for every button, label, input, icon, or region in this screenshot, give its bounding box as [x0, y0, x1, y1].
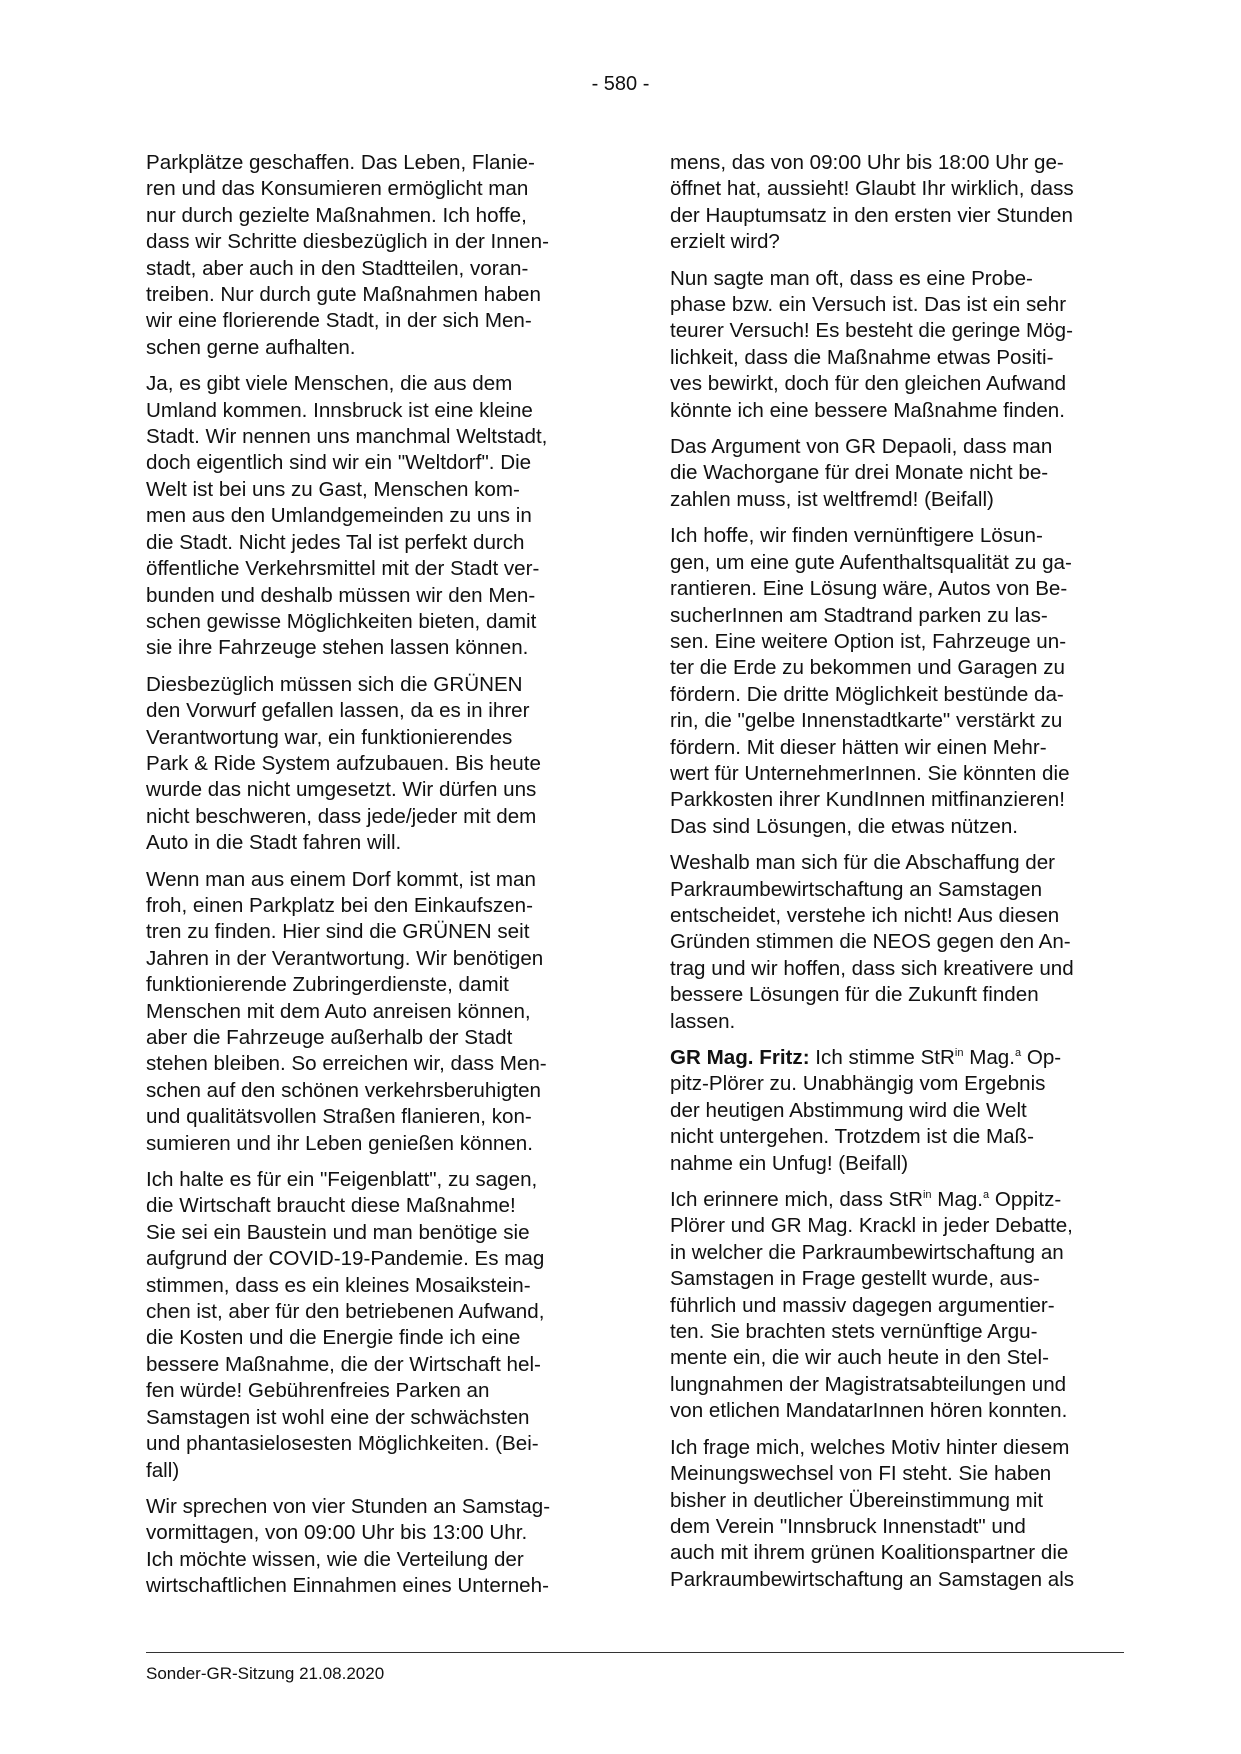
right-column [670, 150, 1120, 1603]
paragraph: Ich hoffe, wir finden vernünftigere Lösun- gen, um eine gute Aufenthaltsqualität zu ga- rantieren. Eine Lösung wäre, Autos von Be- sucherInnen am Stadtrand parken zu las- sen. Eine weitere Option ist, Fahrzeuge un- ter die Erde zu bekommen und Garagen zu fördern. Die dritte Möglichkeit bestünde da- rin, die "gelbe Innenstadtkarte" verstärkt zu fördern. Mit dieser hätten wir einen Mehr- wert für UnternehmerInnen. Sie könnten die Parkkosten ihrer KundInnen mitfinanzieren! Das sind Lösungen, die etwas nützen. [670, 524, 1072, 838]
paragraph: Das Argument von GR Depaoli, dass man die Wachorgane für drei Monate nicht be- zahlen muss, ist weltfremd! (Beifall) [670, 435, 1053, 511]
text-run: Ich erinnere mich, dass StR [670, 1188, 923, 1212]
text-run: Mag. [963, 1046, 1015, 1069]
superscript: a [983, 1189, 990, 1202]
paragraph: Diesbezüglich müssen sich die GRÜNEN den Vorwurf gefallen lassen, da es in ihrer Verantwortung war, ein funktionierendes Park & Ride System aufzubauen. Bis heute wurde das nicht umgesetzt. Wir dürfen uns nicht beschweren, dass jede/jeder mit dem Auto in die Stadt fahren will. [146, 672, 541, 855]
paragraph [670, 1187, 1120, 1425]
paragraph: Wir sprechen von vier Stunden an Samstag- vormittagen, von 09:00 Uhr bis 13:00 Uhr. Ich möchte wissen, wie die Verteilung der wirtschaftlichen Einnahmen eines Unterneh- [146, 1494, 551, 1598]
paragraph: Weshalb man sich für die Abschaffung der Parkraumbewirtschaftung an Samstagen entscheidet, verstehe ich nicht! Aus diesen Gründen stimmen die NEOS gegen den An- trag und wir hoffen, dass sich kreativere und bessere Lösungen für die Zukunft finden lassen. [670, 851, 1074, 1033]
speaker-paragraph [670, 1045, 1120, 1177]
text-run: Op- pitz-Plörer zu. Unabhängig vom Ergebnis der heutigen Abstimmung wird die Welt nicht untergehen. Trotzdem ist die Maß- nahme ein Unfug! (Beifall) [670, 1046, 1062, 1175]
superscript: in [954, 1047, 964, 1059]
text-run: Oppitz- Plörer und GR Mag. Krackl in jeder Debatte, in welcher die Parkraumbewirtschaftung an Samstagen in Frage gestellt wurde, aus- führlich und massiv dagegen argumentier- ten. Sie brachten stets vernünftige Argu- mente ein, die wir auch heute in den Stel- lungnahmen der Magistratsabteilungen und von etlichen MandatarInnen hören konnten. [670, 1188, 1073, 1423]
text-run: Ich stimme StR [809, 1046, 955, 1069]
paragraph: Ich halte es für ein "Feigenblatt", zu sagen, die Wirtschaft braucht diese Maßnahme! Sie sei ein Baustein und man benötige sie aufgrund der COVID-19-Pandemie. Es mag stimmen, dass es ein kleines Mosaikstein- chen ist, aber für den betriebenen Aufwand, die Kosten und die Energie finde ich eine bessere Maßnahme, die der Wirtschaft hel- fen würde! Gebührenfreies Parken an Samstagen ist wohl eine der schwächsten und phantasielosesten Möglichkeiten. (Bei- fall) [146, 1168, 545, 1482]
footer-session-label: Sonder-GR-Sitzung 21.08.2020 [146, 1664, 385, 1683]
left-column [146, 150, 596, 1610]
paragraph: Ich frage mich, welches Motiv hinter diesem Meinungswechsel von FI steht. Sie haben bisher in deutlicher Übereinstimmung mit dem Verein "Innsbruck Innenstadt" und auch mit ihrem grünen Koalitionspartner die Parkraumbewirtschaftung an Samstagen als [670, 1435, 1075, 1591]
superscript: in [922, 1189, 932, 1202]
superscript: a [1014, 1047, 1022, 1059]
paragraph: Nun sagte man oft, dass es eine Probe- phase bzw. ein Versuch ist. Das ist ein sehr teurer Versuch! Es besteht die geringe Mög- lichkeit, dass die Maßnahme etwas Positi- ves bewirkt, doch für den gleichen Aufwand könnte ich eine bessere Maßnahme finden. [670, 266, 1073, 422]
paragraph: Parkplätze geschaffen. Das Leben, Flanie- ren und das Konsumieren ermöglicht man nur durch gezielte Maßnahmen. Ich hoffe, dass wir Schritte diesbezüglich in der Innen- stadt, aber auch in den Stadtteilen, voran- treiben. Nur durch gute Maßnahmen haben wir eine florierende Stadt, in der sich Men- schen gerne aufhalten. [146, 151, 549, 359]
paragraph: Wenn man aus einem Dorf kommt, ist man froh, einen Parkplatz bei den Einkaufszen- tren zu finden. Hier sind die GRÜNEN seit Jahren in der Verantwortung. Wir benötigen funktionierende Zubringerdienste, damit Menschen mit dem Auto anreisen können, aber die Fahrzeuge außerhalb der Stadt stehen bleiben. So erreichen wir, dass Men- schen auf den schönen verkehrsberuhigten und qualitätsvollen Straßen flanieren, kon- sumieren und ihr Leben genießen können. [146, 867, 547, 1155]
text-run: Mag. [931, 1188, 984, 1212]
footer-divider [146, 1652, 1124, 1653]
paragraph: mens, das von 09:00 Uhr bis 18:00 Uhr ge- öffnet hat, aussieht! Glaubt Ihr wirklich, dass der Hauptumsatz in den ersten vier Stunden erzielt wird? [670, 151, 1074, 254]
page-number: - 580 - [591, 73, 650, 95]
speaker-name: GR Mag. Fritz: [670, 1046, 810, 1069]
paragraph: Ja, es gibt viele Menschen, die aus dem Umland kommen. Innsbruck ist eine kleine Stadt. Wir nennen uns manchmal Weltstadt, doch eigentlich sind wir ein "Weltdorf". Die Welt ist bei uns zu Gast, Menschen kom- men aus den Umlandgemeinden zu uns in die Stadt. Nicht jedes Tal ist perfekt durch öffentliche Verkehrsmittel mit der Stadt ver- bunden und deshalb müssen wir den Men- schen gewisse Möglichkeiten bieten, damit sie ihre Fahrzeuge stehen lassen können. [146, 372, 548, 660]
